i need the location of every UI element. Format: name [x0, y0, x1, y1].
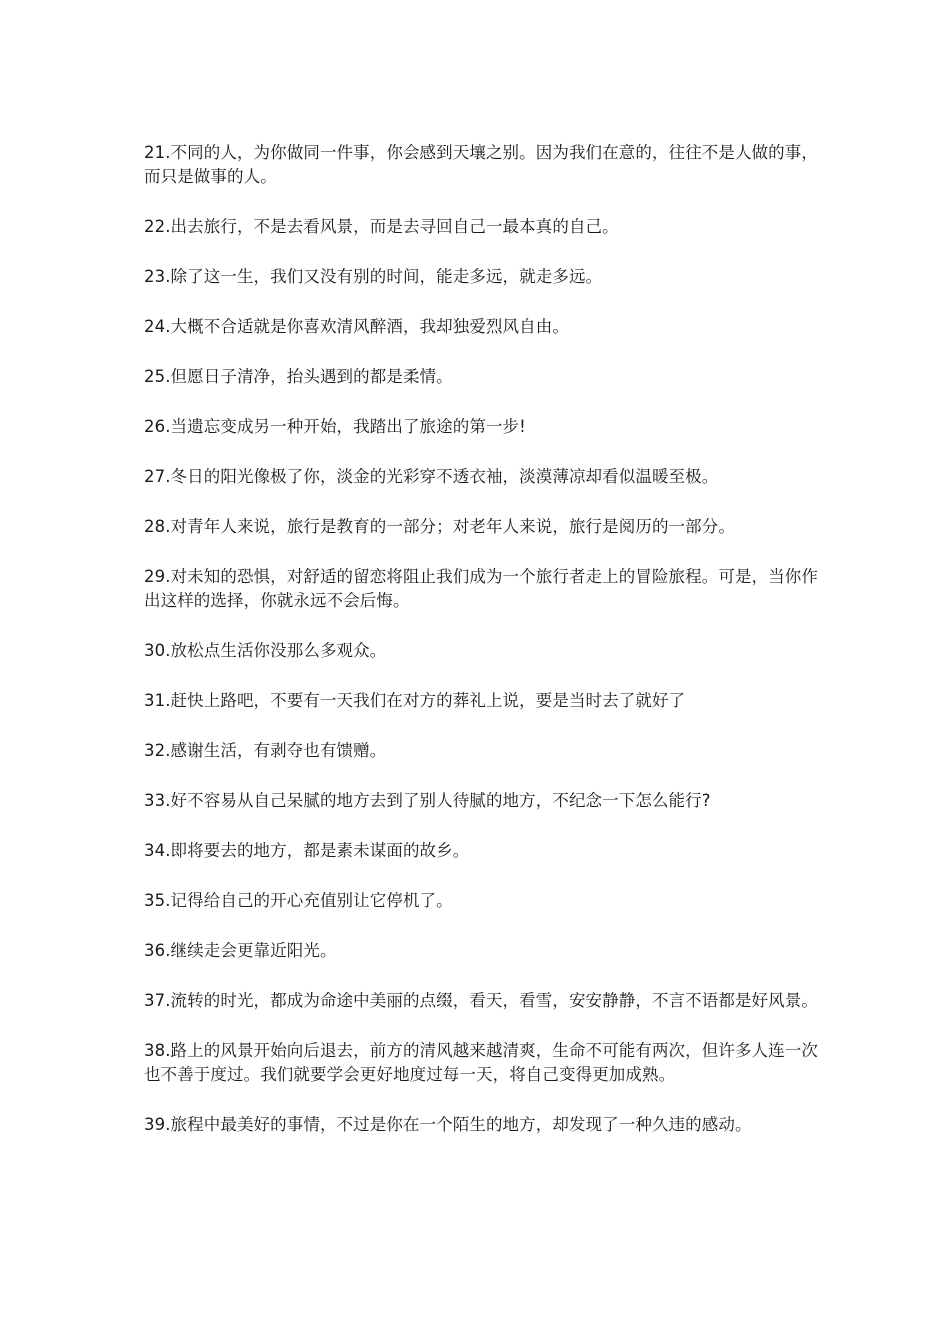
- paragraph-32: 32.感谢生活，有剥夺也有馈赠。: [144, 741, 387, 760]
- paragraph-27: 27.冬日的阳光像极了你，淡金的光彩穿不透衣袖，淡漠薄凉却看似温暖至极。: [144, 467, 719, 486]
- paragraph-21: 21.不同的人，为你做同一件事，你会感到天壤之别。因为我们在意的，往往不是人做的事，而只是做事的人。: [144, 143, 818, 186]
- paragraph-39: 39.旅程中最美好的事情，不过是你在一个陌生的地方，却发现了一种久违的感动。: [144, 1115, 752, 1134]
- paragraph-38: 38.路上的风景开始向后退去，前方的清风越来越清爽，生命不可能有两次，但许多人连一次也不善于度过。我们就要学会更好地度过每一天，将自己变得更加成熟。: [144, 1041, 818, 1084]
- paragraph-24: 24.大概不合适就是你喜欢清风醉酒，我却独爱烈风自由。: [144, 317, 569, 336]
- paragraph-25: 25.但愿日子清净，抬头遇到的都是柔情。: [144, 367, 453, 386]
- paragraph-23: 23.除了这一生，我们又没有别的时间，能走多远，就走多远。: [144, 267, 603, 286]
- paragraph-36: 36.继续走会更靠近阳光。: [144, 941, 337, 960]
- paragraph-35: 35.记得给自己的开心充值别让它停机了。: [144, 891, 453, 910]
- paragraph-29: 29.对未知的恐惧，对舒适的留恋将阻止我们成为一个旅行者走上的冒险旅程。可是，当你作出这样的选择，你就永远不会后悔。: [144, 567, 818, 610]
- paragraph-30: 30.放松点生活你没那么多观众。: [144, 641, 387, 660]
- paragraph-31: 31.赶快上路吧，不要有一天我们在对方的葬礼上说，要是当时去了就好了: [144, 691, 686, 710]
- paragraph-37: 37.流转的时光，都成为命途中美丽的点缀，看天，看雪，安安静静，不言不语都是好风景。: [144, 991, 818, 1010]
- paragraph-34: 34.即将要去的地方，都是素未谋面的故乡。: [144, 841, 470, 860]
- document-body: [144, 141, 819, 1163]
- paragraph-26: 26.当遗忘变成另一种开始，我踏出了旅途的第一步!: [144, 417, 526, 436]
- paragraph-22: 22.出去旅行，不是去看风景，而是去寻回自己一最本真的自己。: [144, 217, 619, 236]
- paragraph-33: 33.好不容易从自己呆腻的地方去到了别人待腻的地方，不纪念一下怎么能行?: [144, 791, 711, 810]
- paragraph-28: 28.对青年人来说，旅行是教育的一部分；对老年人来说，旅行是阅历的一部分。: [144, 517, 735, 536]
